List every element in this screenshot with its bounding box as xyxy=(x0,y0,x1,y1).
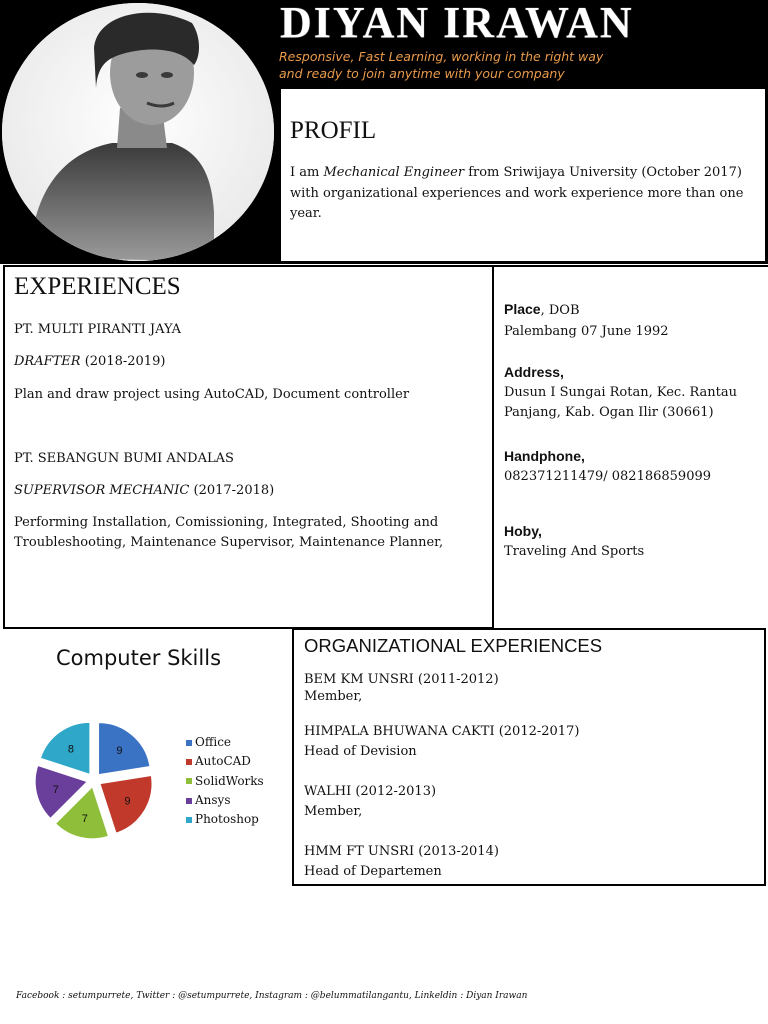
organizational-title: ORGANIZATIONAL EXPERIENCES xyxy=(304,635,603,656)
hobby-value: Traveling And Sports xyxy=(504,544,645,559)
pie-slice-office xyxy=(99,723,150,775)
organization-name: HMM FT UNSRI (2013-2014) xyxy=(304,844,499,859)
organization-name: WALHI (2012-2013) xyxy=(304,784,437,799)
organization-role: Head of Departemen xyxy=(304,864,442,879)
place-dob xyxy=(504,299,766,342)
legend-item xyxy=(186,752,264,771)
legend-item xyxy=(186,772,264,791)
place-label: Place xyxy=(504,301,541,317)
profil-title: PROFIL xyxy=(290,117,377,144)
organization-name: BEM KM UNSRI (2011-2012) xyxy=(304,672,499,687)
experience-company: PT. SEBANGUN BUMI ANDALAS xyxy=(14,451,234,466)
profil-text xyxy=(290,163,758,225)
handphone-label: Handphone, xyxy=(504,448,585,464)
chart-title: Computer Skills xyxy=(56,646,222,670)
pie-data-label: 9 xyxy=(124,795,131,808)
divider xyxy=(494,265,768,267)
candidate-name: DIYAN IRAWAN xyxy=(280,0,634,44)
address-label: Address, xyxy=(504,364,564,380)
legend-swatch xyxy=(186,778,192,784)
organization-role: Member, xyxy=(304,689,363,704)
tagline xyxy=(279,48,759,82)
profil-section xyxy=(280,88,766,262)
profil-text-prefix: I am xyxy=(290,165,324,180)
experience-role xyxy=(14,354,165,369)
experience-description: Performing Installation, Comissioning, Integrated, Shooting and Troubleshooting, Maintenance Supervisor, Maintenance Planner, xyxy=(14,515,444,550)
legend-swatch xyxy=(186,798,192,804)
tagline-line-1: Responsive, Fast Learning, working in the right way xyxy=(279,49,604,64)
experience-period: (2018-2019) xyxy=(80,354,166,369)
legend-label: Photoshop xyxy=(195,812,259,827)
legend-item xyxy=(186,810,264,829)
legend-swatch xyxy=(186,817,192,823)
experience-role-title: SUPERVISOR MECHANIC xyxy=(14,483,190,498)
legend-swatch xyxy=(186,759,192,765)
address xyxy=(504,362,766,423)
profil-text-emphasis: Mechanical Engineer xyxy=(323,165,465,180)
dob-label: , DOB xyxy=(540,303,580,318)
skills-pie-chart xyxy=(24,710,164,850)
pie-data-label: 9 xyxy=(116,745,123,758)
pie-data-label: 7 xyxy=(81,813,88,826)
experience-period: (2017-2018) xyxy=(189,483,275,498)
legend-swatch xyxy=(186,740,192,746)
place-value: Palembang 07 June 1992 xyxy=(504,324,669,339)
pie-slice-photoshop xyxy=(40,722,89,774)
organization-role: Member, xyxy=(304,804,363,819)
profil-text-suffix: from Sriwijaya University (October 2017) with organizational experiences and work experience more than one year. xyxy=(290,165,744,221)
hobby-label: Hoby, xyxy=(504,523,542,539)
experience-role-title: DRAFTER xyxy=(14,354,81,369)
handphone xyxy=(504,446,766,487)
legend-label: Ansys xyxy=(195,792,231,807)
organization-name: HIMPALA BHUWANA CAKTI (2012-2017) xyxy=(304,724,580,739)
legend-label: SolidWorks xyxy=(195,773,264,788)
profile-photo xyxy=(2,3,274,261)
chart-legend xyxy=(186,733,264,829)
experience-role xyxy=(14,483,274,498)
legend-item xyxy=(186,791,264,810)
address-value: Dusun I Sungai Rotan, Kec. Rantau Panjang, Kab. Ogan Ilir (30661) xyxy=(504,385,738,420)
legend-label: Office xyxy=(195,735,232,749)
experience-description: Plan and draw project using AutoCAD, Document controller xyxy=(14,387,410,402)
tagline-line-2: and ready to join anytime with your company xyxy=(279,66,565,81)
experiences-title: EXPERIENCES xyxy=(14,273,181,300)
handphone-value: 082371211479/ 082186859099 xyxy=(504,469,712,484)
organization-role: Head of Devision xyxy=(304,744,417,759)
organizational-section xyxy=(292,628,766,886)
experience-company: PT. MULTI PIRANTI JAYA xyxy=(14,322,181,337)
legend-item xyxy=(186,733,264,752)
social-links-footer: Facebook : setumpurrete, Twitter : @setumpurrete, Instagram : @belummatilangantu, Linkeldin : Diyan Irawan xyxy=(16,991,528,1001)
legend-label: AutoCAD xyxy=(195,754,251,769)
pie-data-label: 8 xyxy=(67,743,74,756)
hobby xyxy=(504,521,766,562)
pie-data-label: 7 xyxy=(52,784,59,797)
experiences-section xyxy=(3,265,494,629)
